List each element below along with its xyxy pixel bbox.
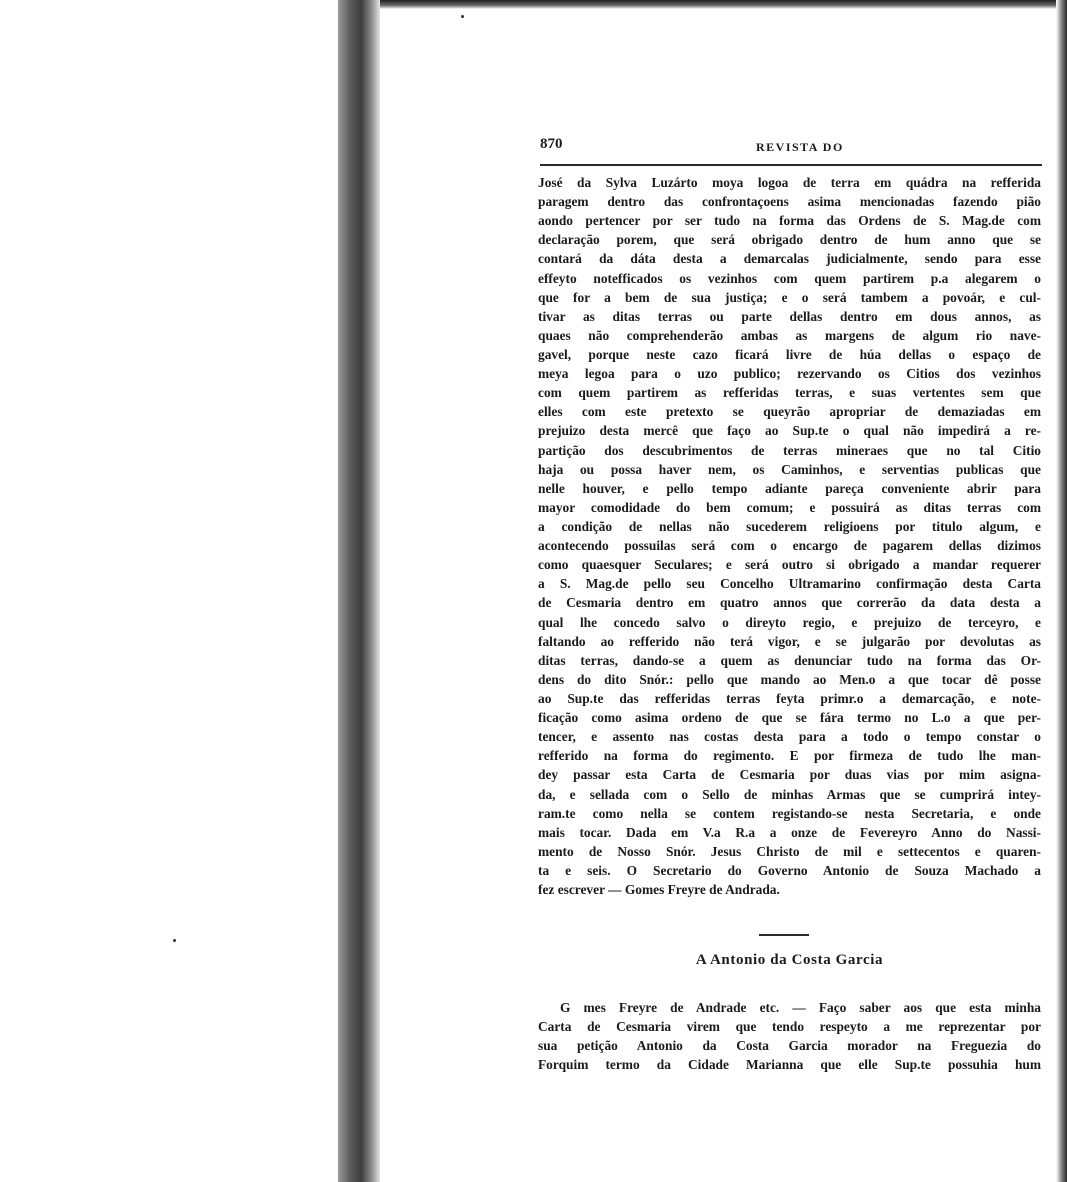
- body-paragraph-2: [538, 998, 1041, 1074]
- text-line: ram.te como nella se contem registando-se nesta Secretaria, e onde: [538, 805, 1041, 821]
- text-line: dey passar esta Carta de Cesmaria por duas vias por mim asigna-: [538, 767, 1041, 783]
- page-header: [540, 136, 1040, 164]
- text-line: ditas terras, dando-se a quem as denunciar tudo na forma das Or-: [538, 652, 1041, 668]
- page-number: 870: [540, 136, 563, 152]
- text-line: que for a bem de sua justiça; e o será tambem a povoár, e cul-: [538, 289, 1041, 305]
- text-line: contará da dáta desta a demarcalas judicialmente, sendo para esse: [538, 251, 1041, 267]
- scan-speck: [173, 939, 176, 942]
- text-line: mayor comodidade do bem comum; e possuirá as ditas terras com: [538, 499, 1041, 515]
- text-line: ta e seis. O Secretario do Governo Antonio de Souza Machado a: [538, 862, 1041, 878]
- text-line: paragem dentro das confrontaçoens asima mencionadas fazendo pião: [538, 194, 1041, 210]
- text-line: Carta de Cesmaria virem que tendo respeyto a me reprezentar por: [538, 1019, 1041, 1035]
- text-line: tencer, e assento nas costas desta para a todo o tempo constar o: [538, 729, 1041, 745]
- text-line: qual lhe concedo salvo o direyto regio, e prejuizo de terceyro, e: [538, 614, 1041, 630]
- text-line: declaração porem, que será obrigado dentro de hum anno que se: [538, 232, 1041, 248]
- text-line: José da Sylva Luzárto moya logoa de terra em quádra na refferida: [538, 175, 1041, 190]
- text-line: a condição de nellas não sucederem religioens por titulo algum, e: [538, 518, 1041, 534]
- text-line: como quaesquer Seculares; e será outro si obrigado a mandar requerer: [538, 557, 1041, 573]
- section-heading: A Antonio da Costa Garcia: [695, 952, 884, 968]
- text-line: ao Sup.te das refferidas terras feyta primr.o a demarcação, e note-: [538, 690, 1041, 706]
- text-line: mais tocar. Dada em V.a R.a a onze de Fevereyro Anno do Nassi-: [538, 824, 1041, 840]
- running-title: REVISTA DO: [756, 140, 844, 154]
- text-line: a S. Mag.de pello seu Concelho Ultramarino confirmação desta Carta: [538, 576, 1041, 592]
- text-line: acontecendo possuilas será com o encargo de pagarem dellas dizimos: [538, 538, 1041, 554]
- text-line: effeyto notefficados os vezinhos com quem partirem p.a alegarem o: [538, 270, 1041, 286]
- text-line: haja ou possa haver nem, os Caminhos, e serventias publicas que: [538, 461, 1041, 477]
- text-line: Forquim termo da Cidade Marianna que elle Sup.te possuhia hum: [538, 1057, 1041, 1073]
- text-line: ficação como asima ordeno de que se fára termo no L.o a que per-: [538, 710, 1041, 726]
- text-line: da, e sellada com o Sello de minhas Armas que se cumprirá intey-: [538, 786, 1041, 802]
- scan-speck: [461, 15, 464, 18]
- text-line: refferido na forma do regimento. E por firmeza de tudo lhe man-: [538, 748, 1041, 764]
- page-right-edge-shadow: [1056, 0, 1067, 1182]
- body-paragraph-1: [538, 173, 1041, 899]
- section-divider: [759, 934, 809, 936]
- text-line: mento de Nosso Snór. Jesus Christo de mil e settecentos e quaren-: [538, 843, 1041, 859]
- text-line: aondo pertencer por ser tudo na forma das Ordens de S. Mag.de com: [538, 213, 1041, 229]
- header-rule: [540, 164, 1042, 166]
- text-line: prejuizo desta mercê que faço ao Sup.te o qual não impedirá a re-: [538, 423, 1041, 439]
- text-line: de Cesmaria dentro em quatro annos que correrão da data desta a: [538, 595, 1041, 611]
- text-line: faltando ao refferido não terá vigor, e se julgarão por devolutas as: [538, 633, 1041, 649]
- text-line: sua petição Antonio da Costa Garcia morador na Freguezia do: [538, 1038, 1041, 1054]
- text-line: fez escrever — Gomes Freyre de Andrada.: [538, 882, 780, 898]
- text-line: gavel, porque neste cazo ficará livre de húa dellas o espaço de: [538, 346, 1041, 362]
- text-line: nelle houver, e pello tempo adiante pareça conveniente abrir para: [538, 480, 1041, 496]
- text-line: meya legoa para o uzo publico; rezervando os Citios dos vezinhos: [538, 366, 1041, 382]
- text-line: elles com este pretexto se queyrão apropriar de demaziadas em: [538, 404, 1041, 420]
- text-line: quaes não comprehenderão ambas as margens de algum rio nave-: [538, 327, 1041, 343]
- text-line: com quem partirem as refferidas terras, e suas vertentes sem que: [538, 385, 1041, 401]
- page-top-edge-shadow: [380, 0, 1067, 9]
- text-line: dens do dito Snór.: pello que mando ao Men.o a que tocar dê posse: [538, 671, 1041, 687]
- text-line: partição dos descubrimentos de terras mineraes que no tal Citio: [538, 442, 1041, 458]
- text-line: G mes Freyre de Andrade etc. — Faço saber aos que esta minha: [560, 1000, 1041, 1015]
- book-spine-shadow: [338, 0, 380, 1182]
- text-line: tivar as ditas terras ou parte dellas dentro em dous annos, as: [538, 308, 1041, 324]
